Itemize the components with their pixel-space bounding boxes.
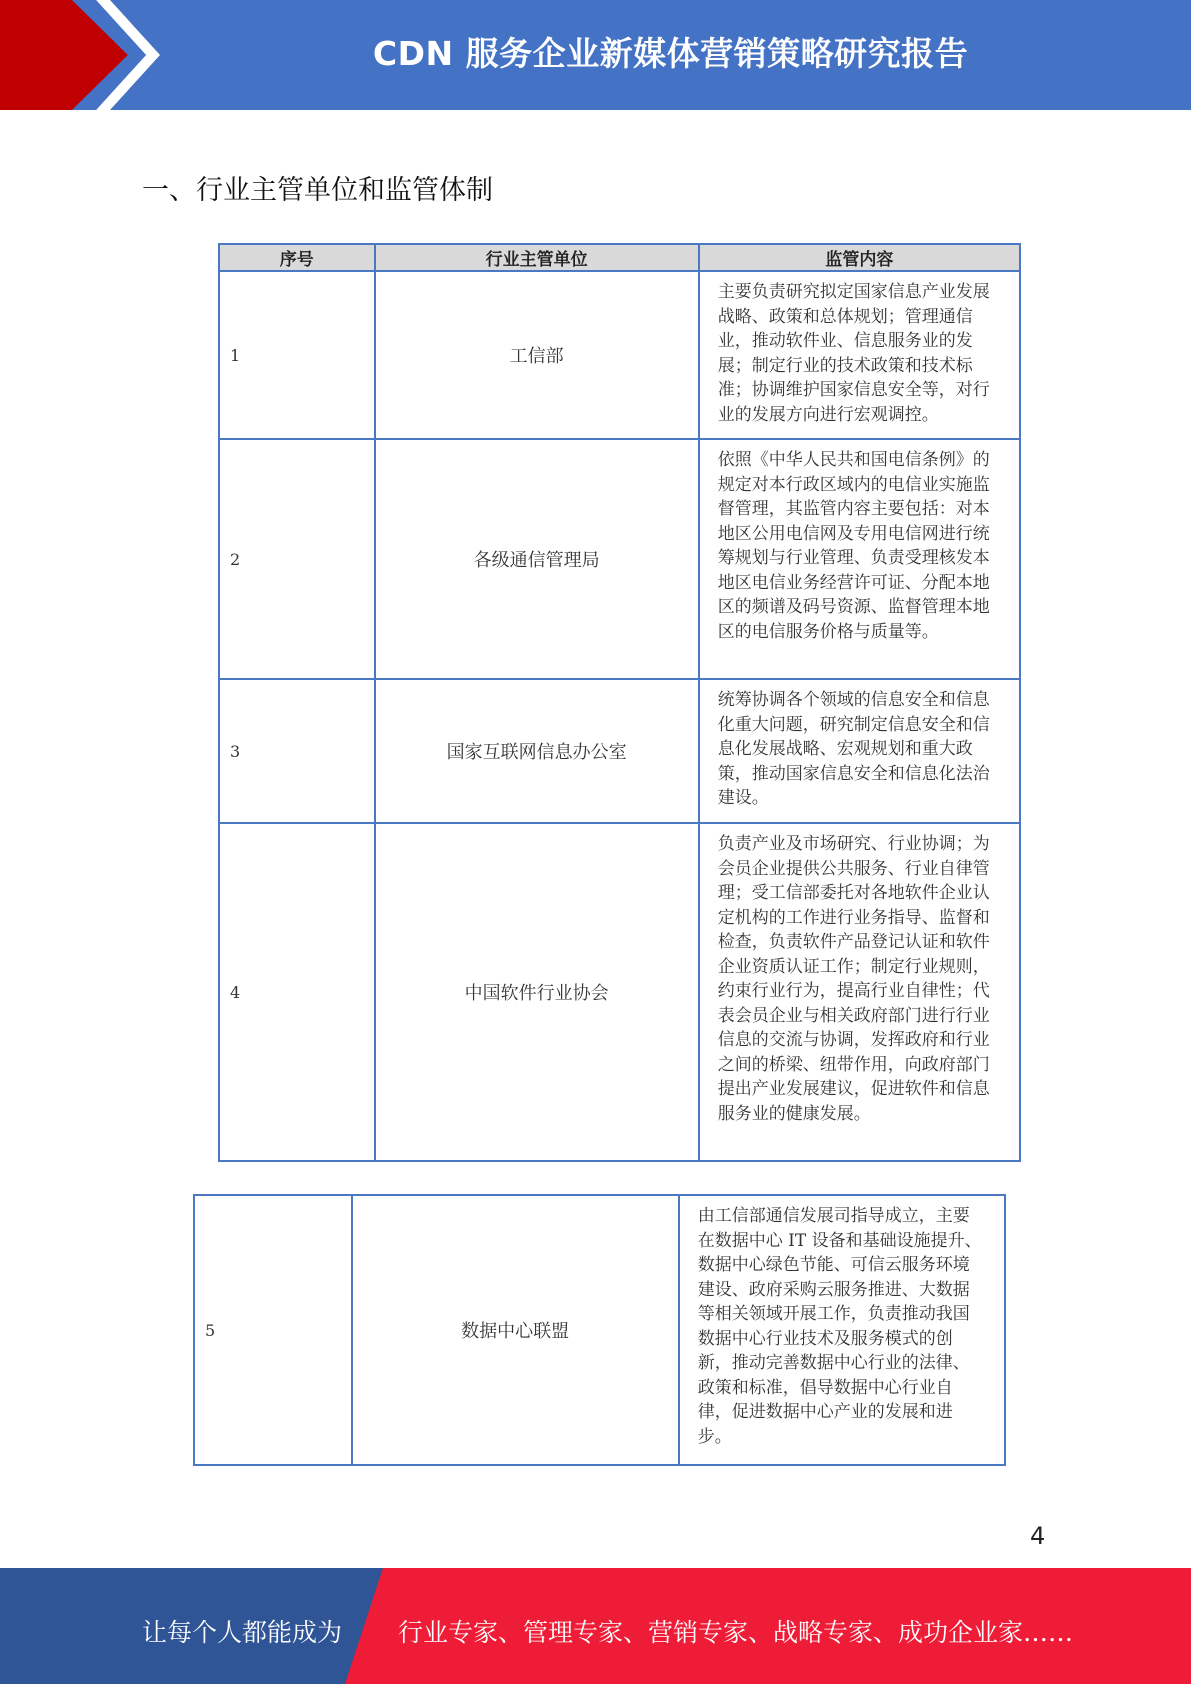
row-content: 由工信部通信发展司指导成立，主要在数据中心 IT 设备和基础设施提升、数据中心绿色节能、可信云服务环境建设、政府采购云服务推进、大数据等相关领域开展工作，负责推动我国数据中心行业技术及服务模式的创新，推动完善数据中心行业的法律、政策和标准，倡导数据中心行业自律，促进数据中心产业的发展和进步。 (679, 1195, 1005, 1465)
row-number: 4 (219, 823, 375, 1161)
table-row (219, 439, 1020, 679)
regulator-table-continued (193, 1194, 1006, 1466)
row-unit: 国家互联网信息办公室 (375, 679, 699, 823)
report-title: CDN 服务企业新媒体营销策略研究报告 (372, 34, 969, 73)
row-number: 3 (219, 679, 375, 823)
row-number: 1 (219, 271, 375, 439)
section-heading: 一、行业主管单位和监管体制 (142, 175, 493, 206)
page-number: 4 (1030, 1522, 1046, 1550)
table-row (219, 271, 1020, 439)
row-unit: 工信部 (375, 271, 699, 439)
row-unit: 数据中心联盟 (352, 1195, 679, 1465)
table-row (194, 1195, 1005, 1465)
table-header-row (219, 244, 1020, 271)
regulator-table (218, 243, 1021, 1162)
table-row (219, 823, 1020, 1161)
row-content: 主要负责研究拟定国家信息产业发展战略、政策和总体规划；管理通信业，推动软件业、信息服务业的发展；制定行业的技术政策和技术标准；协调维护国家信息安全等，对行业的发展方向进行宏观调控。 (699, 271, 1020, 439)
row-content: 负责产业及市场研究、行业协调；为会员企业提供公共服务、行业自律管理；受工信部委托对各地软件企业认定机构的工作进行业务指导、监督和检查，负责软件产品登记认证和软件企业资质认证工作；制定行业规则，约束行业行为，提高行业自律性；代表会员企业与相关政府部门进行行业信息的交流与协调，发挥政府和行业之间的桥梁、纽带作用，向政府部门提出产业发展建议，促进软件和信息服务业的健康发展。 (699, 823, 1020, 1161)
footer-banner (0, 1568, 1191, 1684)
footer-slogan-left: 让每个人都能成为 (142, 1618, 343, 1647)
footer-slogan-right: 行业专家、管理专家、营销专家、战略专家、成功企业家…… (398, 1618, 1074, 1647)
column-header-unit: 行业主管单位 (375, 244, 699, 271)
row-unit: 各级通信管理局 (375, 439, 699, 679)
column-header-content: 监管内容 (699, 244, 1020, 271)
row-unit: 中国软件行业协会 (375, 823, 699, 1161)
chevron-arrow-icon (0, 0, 160, 110)
row-number: 2 (219, 439, 375, 679)
row-content: 统筹协调各个领域的信息安全和信息化重大问题，研究制定信息安全和信息化发展战略、宏观规划和重大政策，推动国家信息安全和信息化法治建设。 (699, 679, 1020, 823)
column-header-number: 序号 (219, 244, 375, 271)
table-row (219, 679, 1020, 823)
row-number: 5 (194, 1195, 352, 1465)
row-content: 依照《中华人民共和国电信条例》的规定对本行政区域内的电信业实施监督管理，其监管内容主要包括：对本地区公用电信网及专用电信网进行统筹规划与行业管理、负责受理核发本地区电信业务经营许可证、分配本地区的频谱及码号资源、监督管理本地区的电信服务价格与质量等。 (699, 439, 1020, 679)
header-banner (0, 0, 1191, 110)
